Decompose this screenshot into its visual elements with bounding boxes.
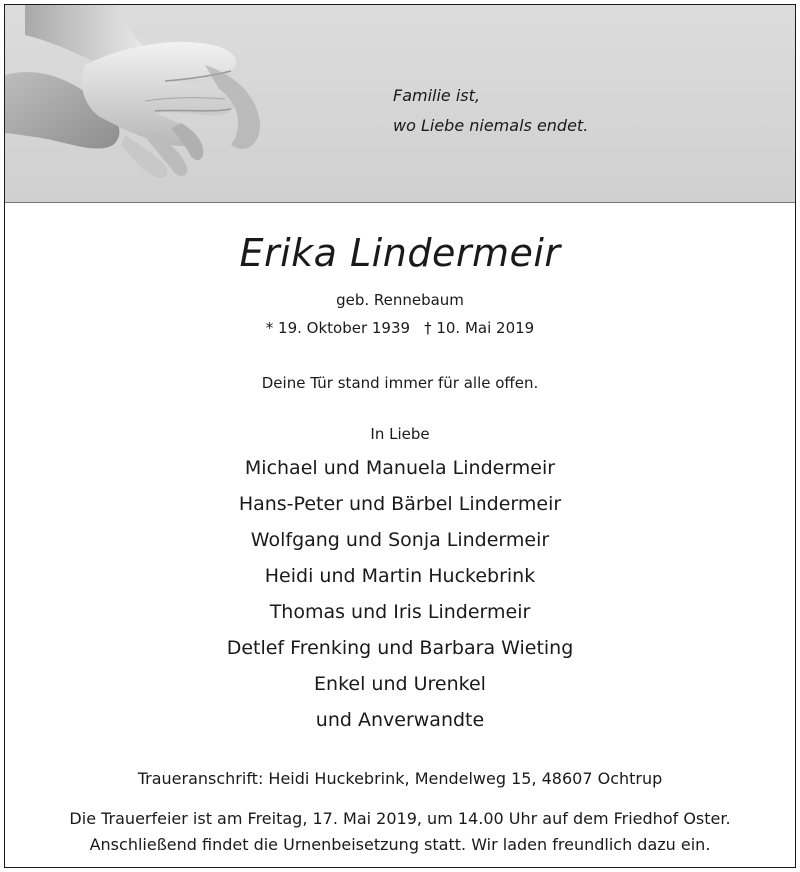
- birth-date: * 19. Oktober 1939: [265, 319, 411, 337]
- mourner-line: Detlef Frenking und Barbara Wieting: [226, 637, 574, 659]
- mourner-line: Wolfgang und Sonja Lindermeir: [250, 529, 550, 551]
- mourner-line: und Anverwandte: [315, 709, 485, 731]
- ceremony-line-2: Anschließend findet die Urnenbeisetzung statt. Wir laden freundlich dazu ein.: [89, 835, 711, 854]
- mourner-line: Heidi und Martin Huckebrink: [264, 565, 536, 587]
- life-dates: [5, 319, 795, 337]
- mourning-address: Traueranschrift: Heidi Huckebrink, Mendelweg 15, 48607 Ochtrup: [137, 769, 663, 788]
- motto: Deine Tür stand immer für alle offen.: [261, 374, 539, 392]
- obituary-notice: [4, 4, 796, 868]
- death-date: † 10. Mai 2019: [424, 319, 535, 337]
- mourner-line: Michael und Manuela Lindermeir: [244, 457, 556, 479]
- deceased-name: Erika Lindermeir: [239, 231, 561, 275]
- quote-line-2: wo Liebe niemals endet.: [393, 116, 589, 135]
- mourner-line: Thomas und Iris Lindermeir: [269, 601, 531, 623]
- quote-line-1: Familie ist,: [393, 86, 480, 105]
- ceremony-line-1: Die Trauerfeier ist am Freitag, 17. Mai 2019, um 14.00 Uhr auf dem Friedhof Oster.: [69, 809, 731, 828]
- header-photo-banner: [5, 5, 795, 203]
- birth-name: geb. Rennebaum: [336, 291, 464, 309]
- mourner-line: Enkel und Urenkel: [314, 673, 486, 695]
- quote: [393, 81, 588, 141]
- love-intro: In Liebe: [370, 425, 430, 443]
- mourner-line: Hans-Peter und Bärbel Lindermeir: [238, 493, 562, 515]
- joined-hands-image: [5, 5, 265, 202]
